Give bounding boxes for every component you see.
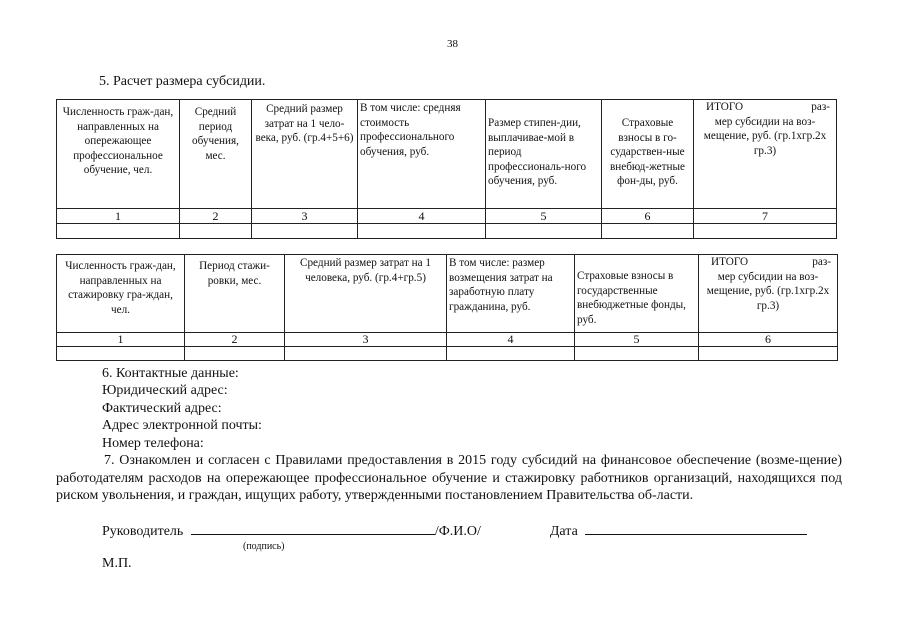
header-internship-period: Период стажи-ровки, мес. [185,255,285,333]
phone-label: Номер телефона: [102,435,204,451]
legal-address-label: Юридический адрес: [102,383,228,399]
empty-cell [358,224,486,239]
empty-cell [575,347,699,361]
col-number: 5 [575,333,699,347]
header-insurance: Страховые взносы в го-сударствен-ные внебюд-жетные фон-ды, руб. [602,100,694,209]
stamp-label: М.П. [102,556,132,571]
itogo-rest: мер субсидии на воз-мещение, руб. (гр.1хгр.2х гр.3) [703,115,827,157]
header-avg-cost: Средний размер затрат на 1 человека, руб. (гр.4+гр.5) [285,255,447,333]
section-6-title: 6. Контактные данные: [102,366,239,381]
empty-cell [694,224,837,239]
col-number: 2 [185,333,285,347]
header-itogo [699,255,838,333]
itogo-rest: мер субсидии на воз-мещение, руб. (гр.1хгр.2х гр.3) [706,270,830,312]
col-number: 4 [447,333,575,347]
col-number: 7 [694,209,837,224]
section-5-title: 5. Расчет размера субсидии. [99,74,266,89]
header-training-period: Средний период обучения, мес. [180,100,252,209]
agreement-text: 7. Ознакомлен и согласен с Правилами предоставления в 2015 году субсидий на финансовое обеспечение (возме-щение) работодателям расходов на опережающее профессиональное обучение и стажировку работников организаций, находящихся под риском увольнения, и граждан, ищущих работу, утвержденными постановлением Правительства об-ласти. [56,453,842,503]
header-itogo [694,100,837,209]
empty-cell [252,224,358,239]
empty-cell [185,347,285,361]
itogo-word: ИТОГО [706,101,744,113]
page-number: 38 [447,38,458,50]
empty-cell [57,224,180,239]
fio-label: /Ф.И.О/ [434,524,481,539]
empty-cell [285,347,447,361]
signature-line [102,521,842,540]
header-insurance: Страховые взносы в государственные внебюджетные фонды, руб. [575,255,699,333]
subsidy-internship-table [56,254,838,361]
empty-cell [57,347,185,361]
signature-field[interactable] [191,521,435,535]
date-label: Дата [549,524,578,539]
header-avg-cost: Средний размер затрат на 1 чело-века, руб. (гр.4+5+6) [252,100,358,209]
itogo-word: ИТОГО [711,256,749,268]
empty-cell [180,224,252,239]
col-number: 1 [57,209,180,224]
agreement-paragraph [56,452,842,505]
head-label: Руководитель [102,524,184,539]
email-label: Адрес электронной почты: [102,418,262,434]
actual-address-label: Фактический адрес: [102,400,222,416]
header-interns-count: Численность граж-дан, направленных на стажировку гра-ждан, чел. [57,255,185,333]
header-training-cost: В том числе: средняя стоимость профессионального обучения, руб. [358,100,486,209]
itogo-tail: раз- [811,101,830,113]
col-number: 3 [285,333,447,347]
date-field[interactable] [585,521,807,535]
col-number: 6 [699,333,838,347]
header-wage-reimbursement: В том числе: размер возмещения затрат на заработную плату гражданина, руб. [447,255,575,333]
col-number: 4 [358,209,486,224]
itogo-tail: раз- [812,256,831,268]
col-number: 5 [486,209,602,224]
empty-cell [486,224,602,239]
col-number: 3 [252,209,358,224]
col-number: 6 [602,209,694,224]
col-number: 1 [57,333,185,347]
header-trainees-count: Численность граж-дан, направленных на опережающее профессиональное обучение, чел. [57,100,180,209]
empty-cell [602,224,694,239]
empty-cell [447,347,575,361]
signature-caption: (подпись) [243,541,285,552]
contact-details [102,365,262,452]
subsidy-training-table [56,99,837,239]
empty-cell [699,347,838,361]
header-stipend: Размер стипен-дии, выплачивае-мой в период профессиональ-ного обучения, руб. [486,100,602,209]
col-number: 2 [180,209,252,224]
